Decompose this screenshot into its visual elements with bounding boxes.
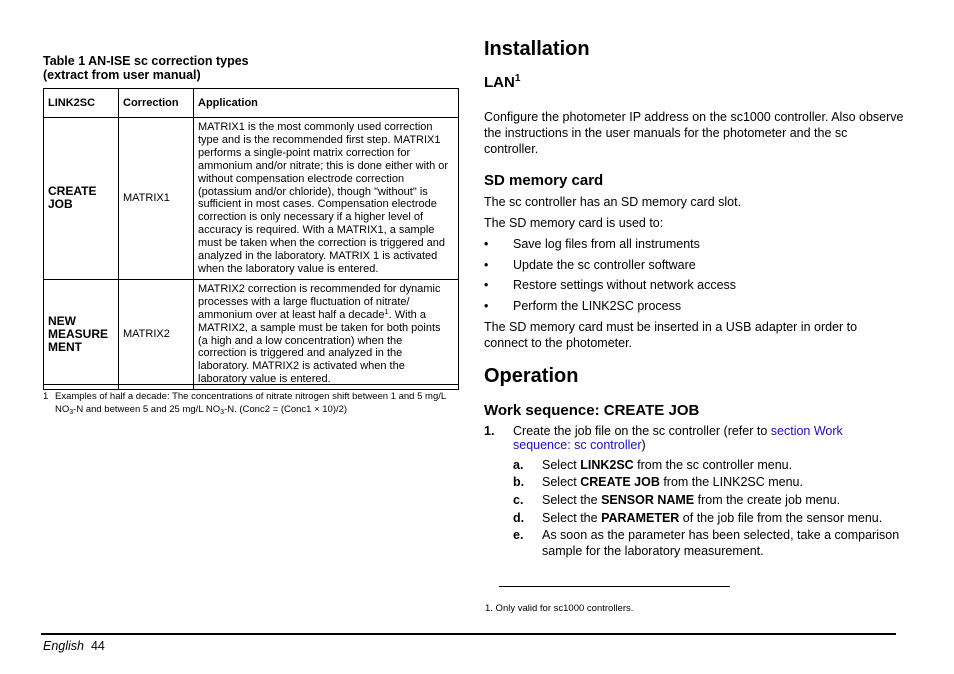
- bullet-text: Perform the LINK2SC process: [513, 299, 682, 313]
- page-footnote: 1. Only valid for sc1000 controllers.: [485, 603, 634, 614]
- substep-pre: Select the: [542, 493, 602, 507]
- substep-text: [542, 474, 803, 490]
- substep-pre: Select: [542, 475, 581, 489]
- table-footnote-divider: [43, 384, 459, 385]
- sd-card-note: The SD memory card must be inserted in a USB adapter in order to connect to the photometer.: [484, 320, 858, 350]
- footnote-sub-b: 3: [220, 408, 225, 416]
- row1-correction: MATRIX1: [119, 118, 194, 280]
- row2-footnote-ref: 1: [384, 306, 389, 316]
- footnote-text-a: Examples of half a decade: The concentrations of nitrate nitrogen shift between 1 and 5 mg/L NO: [55, 391, 446, 415]
- header-link2sc: LINK2SC: [44, 89, 119, 118]
- step-1-text-before: Create the job file on the sc controller (refer to: [513, 424, 771, 438]
- lan-heading: [484, 74, 520, 91]
- substep-letter: e.: [513, 528, 524, 542]
- substep-post: from the sc controller menu.: [633, 458, 793, 472]
- installation-heading: Installation: [484, 38, 590, 60]
- correction-types-table: [43, 88, 459, 390]
- table-caption: [43, 54, 463, 82]
- bullet-icon: •: [484, 258, 489, 272]
- footer-language: English: [43, 639, 84, 653]
- row1-link2sc: CREATE JOB: [44, 118, 119, 280]
- substep-letter: c.: [513, 493, 524, 507]
- substep-letter: b.: [513, 475, 525, 489]
- header-application: Application: [194, 89, 459, 118]
- substep-bold: LINK2SC: [580, 458, 634, 472]
- substep-bold: CREATE JOB: [580, 475, 660, 489]
- substep-post: from the create job menu.: [694, 493, 841, 507]
- substep-pre: As soon as the parameter has been selected, take a comparison sample for the laboratory measurement.: [542, 528, 900, 558]
- footer-divider: [41, 633, 896, 635]
- table-header-row: [44, 89, 459, 118]
- bullet-icon: •: [484, 299, 489, 313]
- operation-heading: Operation: [484, 365, 579, 387]
- table-caption-line2: (extract from user manual): [43, 68, 201, 82]
- substep-bold: SENSOR NAME: [601, 493, 695, 507]
- row2-correction: MATRIX2: [119, 279, 194, 389]
- work-sequence-heading: Work sequence: CREATE JOB: [484, 402, 700, 419]
- footnote-sub-a: 3: [69, 408, 74, 416]
- footer-page-number: 44: [90, 639, 105, 653]
- step-1-number: 1.: [484, 424, 495, 438]
- row2-link2sc: NEW MEASURE MENT: [44, 279, 119, 389]
- step-1-text: [513, 425, 893, 452]
- table-footnote-text: [55, 391, 458, 419]
- table-caption-line1: Table 1 AN-ISE sc correction types: [43, 54, 249, 68]
- header-correction: Correction: [119, 89, 194, 118]
- bullet-text: Update the sc controller software: [513, 258, 696, 272]
- sd-card-used-for: The SD memory card is used to:: [484, 216, 664, 230]
- page-footnote-divider: [499, 586, 730, 587]
- substep-text: [542, 492, 840, 508]
- substep-text: [542, 510, 882, 526]
- bullet-icon: •: [484, 237, 489, 251]
- lan-title: LAN: [484, 74, 515, 91]
- substep-pre: Select the: [542, 511, 602, 525]
- row2-application-part2: . With a MATRIX2, a sample must be taken for both points (a high and a low concentration) when the correction is triggered and analyzed in the laboratory. MATRIX2 is activated when the laboratory value is entered.: [198, 308, 441, 386]
- table-footnote-number: 1: [43, 391, 49, 402]
- substep-pre: Select: [542, 458, 581, 472]
- lan-paragraph: Configure the photometer IP address on the sc1000 controller. Also observe the instructions in the user manuals for the photometer and the sc controller.: [484, 110, 904, 156]
- sd-card-intro: The sc controller has an SD memory card slot.: [484, 195, 742, 209]
- substep-post: from the LINK2SC menu.: [659, 475, 803, 489]
- table-row: [44, 118, 459, 280]
- table-row: [44, 279, 459, 389]
- sd-card-heading: SD memory card: [484, 172, 604, 189]
- footnote-text-c: -N. (Conc2 = (Conc1 × 10)/2): [224, 403, 348, 415]
- substep-letter: a.: [513, 458, 524, 472]
- row2-application-part1: MATRIX2 correction is recommended for dynamic processes with a large fluctuation of nitrate/ ammonium over at least half a decade: [198, 282, 441, 321]
- substep-post: of the job file from the sensor menu.: [679, 511, 883, 525]
- substep-bold: PARAMETER: [601, 511, 680, 525]
- lan-footnote-ref: 1: [514, 73, 521, 84]
- bullet-text: Save log files from all instruments: [513, 237, 700, 251]
- row1-application: MATRIX1 is the most commonly used correction type and is the recommended first step. MATRIX1 performs a single-point matrix correction for ammonium and/or nitrate; this is done either with or without compensation electrode correction (potassium and/or chloride), though "without" is sufficient in most cases. Compensation electrode correction is only necessary if a higher level of accuracy is required. With a MATRIX1, a sample must be taken when the correction is triggered and analyzed in the laboratory. MATRIX 1 is activated when the laboratory value is entered.: [194, 118, 459, 280]
- substep-letter: d.: [513, 511, 525, 525]
- step-1-text-after: ): [641, 437, 646, 452]
- row2-application: [194, 279, 459, 389]
- substep-text: [542, 457, 792, 473]
- footnote-text-b: -N and between 5 and 25 mg/L NO: [73, 403, 221, 415]
- bullet-text: Restore settings without network access: [513, 278, 737, 292]
- bullet-icon: •: [484, 278, 489, 292]
- page-footer: [43, 639, 105, 653]
- table-footnote: [43, 391, 458, 419]
- work-sequence-sc-controller-link[interactable]: section Work sequence: sc controller: [513, 424, 843, 452]
- substep-text: [542, 527, 902, 559]
